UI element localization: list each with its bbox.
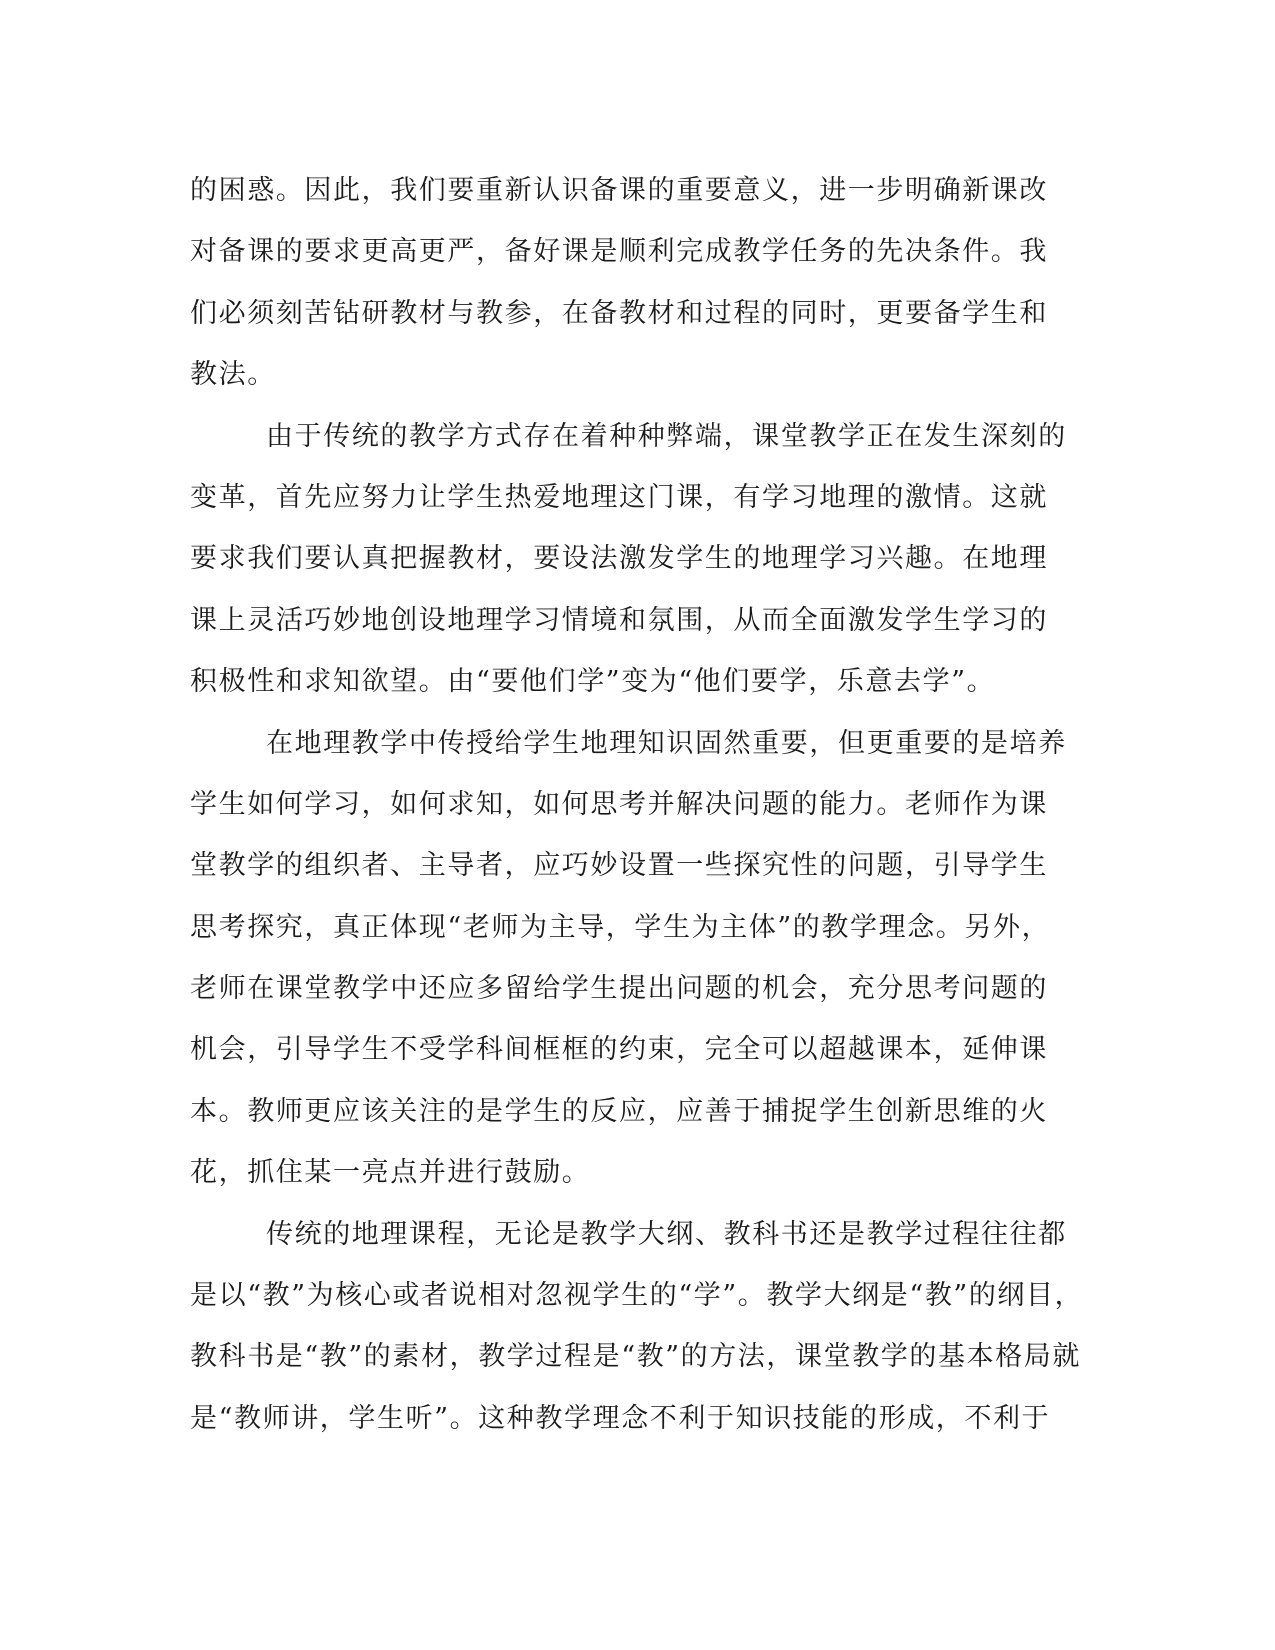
text-line: 教法。 — [190, 359, 276, 391]
text-line: 机会，引导学生不受学科间框框的约束，完全可以超越课本，延伸课 — [190, 1034, 1048, 1066]
text-line: 思考探究，真正体现“老师为主导，学生为主体”的教学理念。另外， — [190, 911, 1051, 943]
paragraph-first-line: 在地理教学中传授给学生地理知识固然重要，但更重要的是培养 — [266, 727, 1067, 759]
text-line: 堂教学的组织者、主导者，应巧妙设置一些探究性的问题，引导学生 — [190, 850, 1048, 882]
text-line: 积极性和求知欲望。由“要他们学”变为“他们要学，乐意去学”。 — [190, 666, 996, 698]
paragraph-first-line: 由于传统的教学方式存在着种种弊端，课堂教学正在发生深刻的 — [266, 420, 1067, 452]
paragraph-first-line: 传统的地理课程，无论是教学大纲、教科书还是教学过程往往都 — [266, 1218, 1067, 1250]
text-line: 是“教师讲，学生听”。这种教学理念不利于知识技能的形成，不利于 — [190, 1402, 1051, 1434]
body-text — [190, 160, 1090, 1449]
text-line: 要求我们要认真把握教材，要设法激发学生的地理学习兴趣。在地理 — [190, 543, 1048, 575]
text-line: 老师在课堂教学中还应多留给学生提出问题的机会，充分思考问题的 — [190, 973, 1048, 1005]
text-line: 学生如何学习，如何求知，如何思考并解决问题的能力。老师作为课 — [190, 788, 1048, 820]
text-line: 花，抓住某一亮点并进行鼓励。 — [190, 1157, 591, 1189]
text-line: 对备课的要求更高更严，备好课是顺利完成教学任务的先决条件。我 — [190, 236, 1048, 268]
text-line: 们必须刻苦钻研教材与教参，在备教材和过程的同时，更要备学生和 — [190, 297, 1048, 329]
text-line: 本。教师更应该关注的是学生的反应，应善于捕捉学生创新思维的火 — [190, 1095, 1048, 1127]
text-line: 课上灵活巧妙地创设地理学习情境和氛围，从而全面激发学生学习的 — [190, 604, 1048, 636]
text-line: 是以“教”为核心或者说相对忽视学生的“学”。教学大纲是“教”的纲目， — [190, 1280, 1084, 1312]
text-line: 变革，首先应努力让学生热爱地理这门课，有学习地理的激情。这就 — [190, 481, 1048, 513]
text-line: 教科书是“教”的素材，教学过程是“教”的方法，课堂教学的基本格局就 — [190, 1341, 1082, 1373]
text-line: 的困惑。因此，我们要重新认识备课的重要意义，进一步明确新课改 — [190, 175, 1048, 206]
